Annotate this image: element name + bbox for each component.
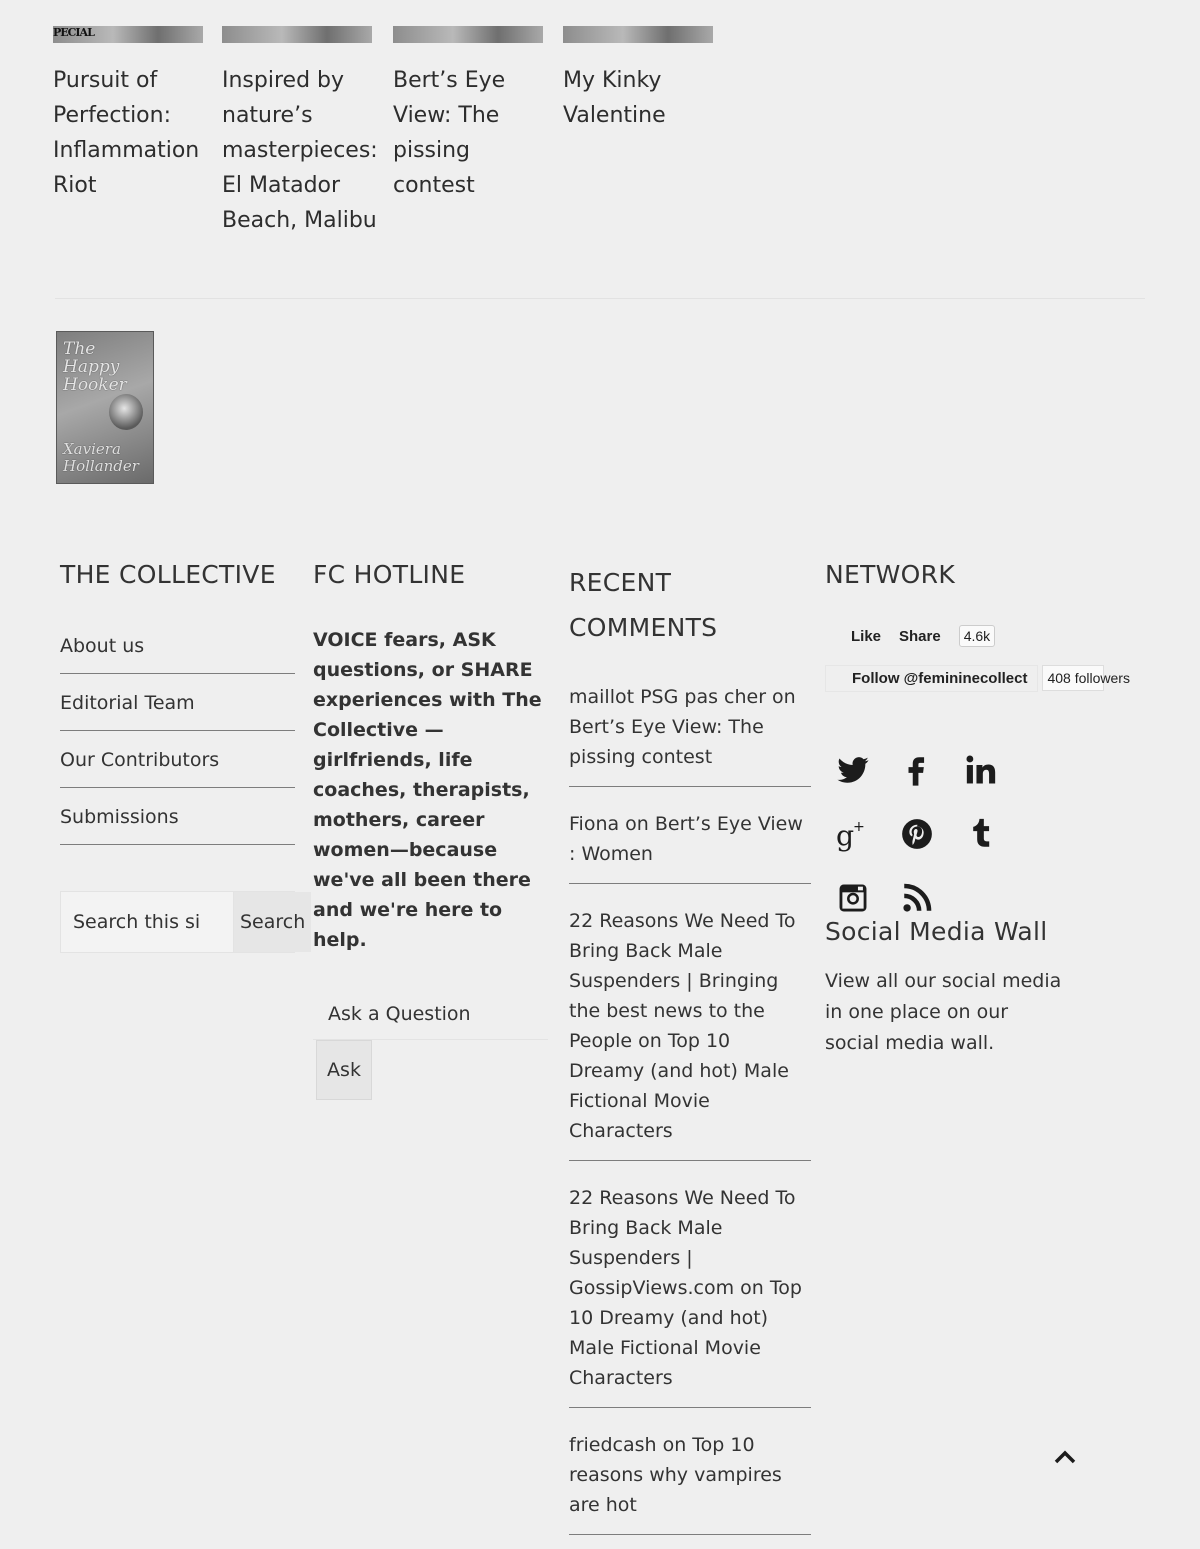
facebook-like-button[interactable]: Like [851, 627, 882, 645]
menu-link-editorial-team[interactable]: Editorial Team [60, 692, 195, 714]
facebook-like-count: 4.6k [959, 625, 995, 647]
ask-question-label: Ask a Question [328, 1003, 471, 1025]
search-input[interactable] [61, 892, 233, 952]
post-thumbnail[interactable] [393, 26, 543, 43]
related-post[interactable] [563, 26, 713, 133]
cover-portrait [109, 394, 143, 430]
thumbnail-tag: PECIAL [53, 26, 94, 39]
search-form [60, 891, 306, 953]
related-post-title[interactable]: Pursuit of Perfection: Inflammation Riot [53, 68, 200, 198]
rss-icon[interactable] [899, 879, 935, 917]
related-post[interactable] [53, 26, 203, 203]
recent-comments-list [569, 674, 811, 1535]
facebook-share-button[interactable]: Share [899, 627, 941, 645]
recent-comments-widget [569, 560, 811, 1549]
social-wall-heading: Social Media Wall [825, 917, 1048, 946]
twitter-follow-button[interactable]: Follow @femininecollect [825, 665, 1038, 692]
menu-item-editorial-team [60, 674, 295, 731]
social-buttons [825, 621, 1130, 693]
post-thumbnail[interactable] [53, 26, 203, 43]
menu-item-contributors [60, 731, 295, 788]
linkedin-icon[interactable] [963, 751, 999, 789]
hotline-description: VOICE fears, ASK questions, or SHARE experiences with The Collective — girlfriends, life coaches, therapists, mothers, career women—because we've all been there and we're here to help. [313, 629, 542, 951]
menu-item-about [60, 617, 295, 674]
post-thumbnail[interactable] [563, 26, 713, 43]
search-button[interactable]: Search [233, 892, 311, 952]
related-post[interactable] [393, 26, 543, 203]
google-plus-icon[interactable] [835, 815, 871, 853]
collective-heading: THE COLLECTIVE [60, 560, 276, 589]
network-heading: NETWORK [825, 560, 956, 589]
collective-widget [60, 560, 306, 953]
menu-link-about[interactable]: About us [60, 635, 145, 657]
facebook-icon[interactable] [899, 751, 935, 789]
twitter-icon[interactable] [835, 751, 871, 789]
social-wall-description[interactable]: View all our social media in one place on our social media wall. [825, 970, 1062, 1054]
book-cover-image[interactable] [56, 331, 154, 484]
back-to-top-chevron-up-icon[interactable] [1050, 1442, 1080, 1472]
section-divider [55, 298, 1145, 299]
comment-item[interactable]: 22 Reasons We Need To Bring Back Male Suspenders | GossipViews.com on Top 10 Dreamy (and hot) Male Fictional Movie Characters [569, 1175, 811, 1408]
comment-item[interactable]: friedcash on Top 10 reasons why vampires are hot [569, 1422, 811, 1535]
pinterest-icon[interactable] [899, 815, 935, 853]
twitter-follower-count: 408 followers [1042, 665, 1104, 691]
recent-comments-heading: RECENT COMMENTS [569, 568, 718, 642]
related-post-title[interactable]: Inspired by nature’s masterpieces: El Matador Beach, Malibu [222, 68, 378, 233]
related-post[interactable] [222, 26, 378, 238]
hotline-heading: FC HOTLINE [313, 560, 466, 589]
network-widget [825, 560, 1130, 1059]
twitter-follow-box [825, 663, 1130, 693]
book-title: The Happy Hooker [63, 339, 127, 395]
tumblr-icon[interactable] [963, 815, 999, 853]
comment-item[interactable]: Fiona on Bert’s Eye View : Women [569, 801, 811, 884]
comment-item[interactable]: maillot PSG pas cher on Bert’s Eye View: The pissing contest [569, 674, 811, 787]
post-thumbnail[interactable] [222, 26, 372, 43]
menu-item-submissions [60, 788, 295, 845]
related-post-title[interactable]: Bert’s Eye View: The pissing contest [393, 68, 506, 198]
menu-link-contributors[interactable]: Our Contributors [60, 749, 220, 771]
menu-link-submissions[interactable]: Submissions [60, 806, 179, 828]
related-post-title[interactable]: My Kinky Valentine [563, 68, 666, 128]
facebook-like-box [851, 621, 1115, 651]
book-author: Xaviera Hollander [63, 440, 139, 475]
ask-button[interactable]: Ask [316, 1040, 372, 1100]
comment-item[interactable]: 22 Reasons We Need To Bring Back Male Suspenders | Bringing the best news to the People on Top 10 Dreamy (and hot) Male Fictional Movie Characters [569, 898, 811, 1161]
hotline-widget [313, 560, 553, 1100]
collective-menu [60, 617, 295, 845]
svg-text:g: g [836, 819, 855, 853]
social-icons [835, 751, 1115, 917]
instagram-icon[interactable] [835, 879, 871, 917]
svg-text:+: + [853, 819, 865, 836]
